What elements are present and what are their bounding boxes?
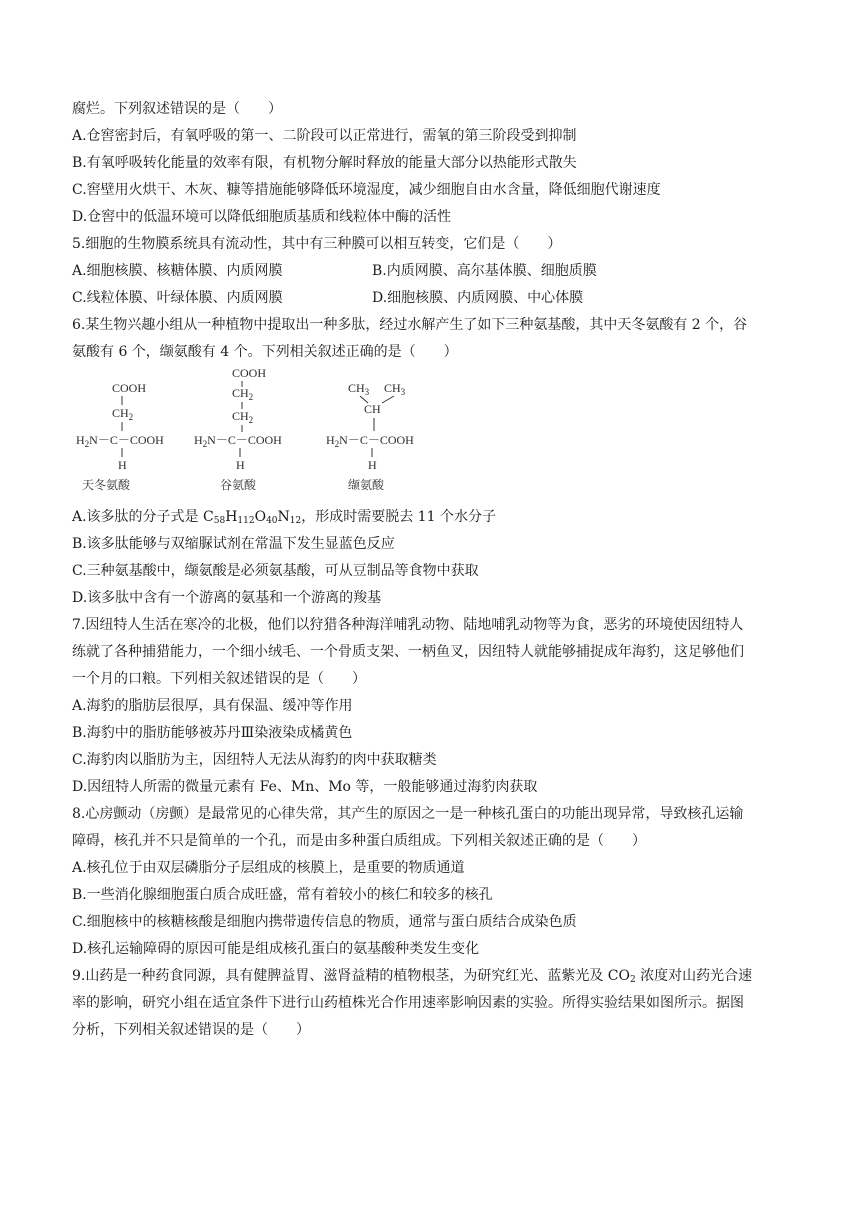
svg-text:CH2: $CH_2$ xyxy=(232,386,254,402)
q4-option-c: C.窖壁用火烘干、木灰、糠等措施能够降低环境湿度，减少细胞自由水含量，降低细胞代谢速度 xyxy=(72,182,661,198)
q6-option-b: B.该多肽能够与双缩脲试剂在常温下发生显蓝色反应 xyxy=(72,536,395,552)
q6-option-d: D.该多肽中含有一个游离的氨基和一个游离的羧基 xyxy=(72,590,382,606)
q5-stem: 5.细胞的生物膜系统具有流动性，其中有三种膜可以相互转变，它们是（ ） xyxy=(72,236,562,252)
q7-option-d: D.因纽特人所需的微量元素有 Fe、Mn、Mo 等，一般能够通过海豹肉获取 xyxy=(72,779,538,795)
svg-text:H: H xyxy=(118,458,127,472)
valine-structure xyxy=(326,381,414,492)
q6-stem-line-2: 氨酸有 6 个，缬氨酸有 4 个。下列相关叙述正确的是（ ） xyxy=(72,344,458,360)
q5-option-b: B.内质网膜、高尔基体膜、细胞质膜 xyxy=(372,263,597,279)
q9-stem-line-2: 率的影响，研究小组在适宜条件下进行山药植株光合作用速率影响因素的实验。所得实验结果如图所示。据图 xyxy=(72,995,744,1011)
q8-option-b: B.一些消化腺细胞蛋白质合成旺盛，常有着较小的核仁和较多的核孔 xyxy=(72,887,493,903)
caption-valine: 缬氨酸 xyxy=(348,478,385,492)
q7-option-c: C.海豹肉以脂肪为主，因纽特人无法从海豹的肉中获取糖类 xyxy=(72,752,437,768)
svg-text:COOH: COOH xyxy=(232,368,267,380)
q8-option-a: A.核孔位于由双层磷脂分子层组成的核膜上，是重要的物质通道 xyxy=(72,860,465,876)
svg-text:H: H xyxy=(368,458,377,472)
svg-text:CH3: $CH_3$ xyxy=(348,381,370,397)
q4-stem-tail: 腐烂。下列叙述错误的是（ ） xyxy=(72,101,282,117)
svg-text:H2N－C－COOH: $H_2N-C-COOH$ xyxy=(76,433,164,449)
q5-option-a: A.细胞核膜、核糖体膜、内质网膜 xyxy=(72,263,283,279)
q8-stem-line-1: 8.心房颤动（房颤）是最常见的心律失常，其产生的原因之一是一种核孔蛋白的功能出现异常，导致核孔运输 xyxy=(72,806,744,822)
q5-options-row-1 xyxy=(72,258,792,285)
svg-text:H2N－C－COOH: $H_2N-C-COOH$ xyxy=(326,433,414,449)
q9-stem-line-3: 分析，下列相关叙述错误的是（ ） xyxy=(72,1022,310,1038)
document-page xyxy=(72,96,792,1044)
amino-acid-structures-figure xyxy=(72,368,792,504)
svg-text:CH2: $CH_2$ xyxy=(232,409,254,425)
q6-option-a: A.该多肽的分子式是 $C_{58}H_{112}O_{40}N_{12}$，形成时需要脱去 11 个水分子 xyxy=(72,509,496,526)
q5-option-c: C.线粒体膜、叶绿体膜、内质网膜 xyxy=(72,290,283,306)
q4-option-d: D.仓窖中的低温环境可以降低细胞质基质和线粒体中酶的活性 xyxy=(72,209,452,225)
svg-text:CH2: $CH_2$ xyxy=(112,406,134,422)
svg-text:CH3: $CH_3$ xyxy=(384,381,406,397)
q6-option-c: C.三种氨基酸中，缬氨酸是必须氨基酸，可从豆制品等食物中获取 xyxy=(72,563,479,579)
q6-stem-line-1: 6.某生物兴趣小组从一种植物中提取出一种多肽，经过水解产生了如下三种氨基酸，其中天冬氨酸有 2 个，谷 xyxy=(72,317,748,333)
glutamic-acid-structure xyxy=(194,368,282,492)
q4-option-a: A.仓窖密封后，有氧呼吸的第一、二阶段可以正常进行，需氧的第三阶段受到抑制 xyxy=(72,128,577,144)
q5-options-row-2 xyxy=(72,285,792,312)
q8-option-c: C.细胞核中的核糖核酸是细胞内携带遗传信息的物质，通常与蛋白质结合成染色质 xyxy=(72,914,577,930)
q5-option-d: D.细胞核膜、内质网膜、中心体膜 xyxy=(372,290,584,306)
amino-acid-structures-svg xyxy=(72,368,452,504)
q7-stem-line-2: 练就了各种捕猎能力，一个细小绒毛、一个骨质支架、一柄鱼叉，因纽特人就能够捕捉成年海豹，这足够他们 xyxy=(72,644,744,660)
caption-aspartic-acid: 天冬氨酸 xyxy=(82,478,131,492)
q7-stem-line-1: 7.因纽特人生活在寒冷的北极，他们以狩猎各种海洋哺乳动物、陆地哺乳动物等为食，恶劣的环境使因纽特人 xyxy=(72,617,744,633)
q4-option-b: B.有氧呼吸转化能量的效率有限，有机物分解时释放的能量大部分以热能形式散失 xyxy=(72,155,577,171)
caption-glutamic-acid: 谷氨酸 xyxy=(220,478,257,492)
q8-option-d: D.核孔运输障碍的原因可能是组成核孔蛋白的氨基酸种类发生变化 xyxy=(72,941,480,957)
q9-stem-line-1: 9.山药是一种药食同源，具有健脾益胃、滋肾益精的植物根茎，为研究红光、蓝紫光及 $CO_2$ 浓度对山药光合速 xyxy=(72,968,753,985)
q7-option-a: A.海豹的脂肪层很厚，具有保温、缓冲等作用 xyxy=(72,698,353,714)
q7-option-b: B.海豹中的脂肪能够被苏丹Ⅲ染液染成橘黄色 xyxy=(72,725,353,741)
svg-text:H: H xyxy=(236,458,245,472)
q8-stem-line-2: 障碍，核孔并不只是简单的一个孔，而是由多种蛋白质组成。下列相关叙述正确的是（ ） xyxy=(72,833,646,849)
svg-text:H2N－C－COOH: $H_2N-C-COOH$ xyxy=(194,433,282,449)
q7-stem-line-3: 一个月的口粮。下列相关叙述错误的是（ ） xyxy=(72,671,366,687)
aspartic-acid-structure xyxy=(76,381,164,492)
svg-text:CH: CH xyxy=(364,402,381,416)
asp-cooh: COOH xyxy=(112,381,147,395)
